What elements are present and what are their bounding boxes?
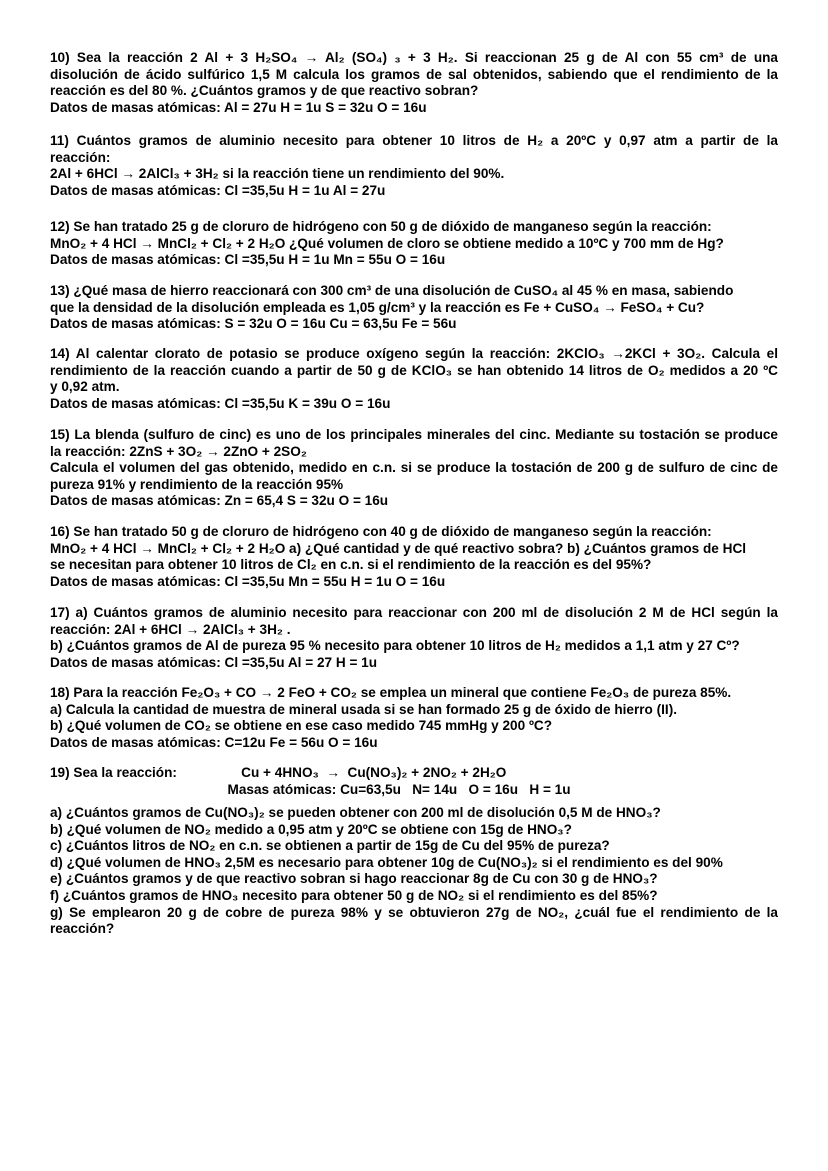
problem-line: que la densidad de la disolución empleada es 1,05 g/cm³ y la reacción es Fe + CuSO₄ → FeSO₄ + Cu? [50,299,705,315]
problem-line: 18) Para la reacción Fe₂O₃ + CO → 2 FeO + CO₂ se emplea un mineral que contiene Fe₂O₃ de pureza 85%. [50,685,732,700]
problem-10 [50,50,778,116]
problem-18 [50,685,778,751]
atomic-masses: Datos de masas atómicas: Cl =35,5u Al = 27 H = 1u [50,654,378,670]
problem-line: 10) Sea la reacción 2 Al + 3 H₂SO₄ → Al₂ (SO₄) ₃ + 3 H₂. Si reaccionan 25 g de Al con 55 cm³ de una [50,50,778,65]
reaction-equation: MnO₂ + 4 HCl → MnCl₂ + Cl₂ + 2 H₂O ¿Qué volumen de cloro se obtiene medido a 10ºC y 700 mm de Hg? [50,235,724,251]
problem-14 [50,346,778,412]
atomic-masses: Datos de masas atómicas: Zn = 65,4 S = 32u O = 16u [50,493,389,509]
problem-13 [50,283,778,333]
atomic-masses: Datos de masas atómicas: Cl =35,5u Mn = 55u H = 1u O = 16u [50,573,446,589]
problem-11 [50,133,778,199]
atomic-masses: Datos de masas atómicas: Al = 27u H = 1u S = 32u O = 16u [50,99,427,115]
problem-19 [50,765,778,798]
atomic-masses: Masas atómicas: Cu=63,5u N= 14u O = 16u H = 1u [50,781,571,797]
question-e: e) ¿Cuántos gramos y de que reactivo sobran si hago reaccionar 8g de Cu con 30 g de HNO₃? [50,871,658,887]
problem-line: 11) Cuántos gramos de aluminio necesito para obtener 10 litros de H₂ a 20ºC y 0,97 atm a partir de la [50,133,778,148]
problem-line: 15) La blenda (sulfuro de cinc) es uno de los principales minerales del cinc. Mediante su tostación se produce [50,427,778,442]
problem-line: 12) Se han tratado 25 g de cloruro de hidrógeno con 50 g de dióxido de manganeso según la reacción: [50,219,712,234]
problem-line: se necesitan para obtener 10 litros de Cl₂ en c.n. si el rendimiento de la reacción es del 95%? [50,557,652,573]
atomic-masses: Datos de masas atómicas: Cl =35,5u H = 1u Mn = 55u O = 16u [50,252,446,268]
atomic-masses: Datos de masas atómicas: C=12u Fe = 56u O = 16u [50,734,378,750]
problem-17 [50,605,778,671]
problem-line: disolución de ácido sulfúrico 1,5 M calcula los gramos de sal obtenidos, sabiendo que el rendimiento de la [50,66,778,82]
problem-line: y 0,92 atm. [50,379,120,395]
problem-line: reacción es del 80 %. ¿Cuántos gramos y de que reactivo sobran? [50,83,479,99]
reaction-equation: reacción: 2Al + 6HCl → 2AlCl₃ + 3H₂ . [50,621,291,637]
atomic-masses: Datos de masas atómicas: Cl =35,5u K = 39u O = 16u [50,395,391,411]
problem-16 [50,524,778,590]
problem-12 [50,219,778,269]
question-g: g) Se emplearon 20 g de cobre de pureza 98% y se obtuvieron 27g de NO₂, ¿cuál fue el rendimiento de la [50,904,778,920]
atomic-masses: Datos de masas atómicas: S = 32u O = 16u Cu = 63,5u Fe = 56u [50,316,457,332]
question-a: a) ¿Cuántos gramos de Cu(NO₃)₂ se pueden obtener con 200 ml de disolución 0,5 M de HNO₃? [50,805,661,820]
question-g-continued: reacción? [50,921,115,937]
question-f: f) ¿Cuántos gramos de HNO₃ necesito para obtener 50 g de NO₂ si el rendimiento es del 85%? [50,887,658,903]
problem-line: 14) Al calentar clorato de potasio se produce oxígeno según la reacción: 2KClO₃ →2KCl + 3O₂. Calcula el [50,346,778,361]
atomic-masses: Datos de masas atómicas: Cl =35,5u H = 1u Al = 27u [50,182,386,198]
reaction-equation: la reacción: 2ZnS + 3O₂ → 2ZnO + 2SO₂ [50,443,307,459]
problem-line: 17) a) Cuántos gramos de aluminio necesito para reaccionar con 200 ml de disolución 2 M de HCl según la [50,605,778,620]
problem-line: b) ¿Cuántos gramos de Al de pureza 95 % necesito para obtener 10 litros de H₂ medidos a 1,1 atm y 27 Cº? [50,638,740,654]
problem-line: 16) Se han tratado 50 g de cloruro de hidrógeno con 40 g de dióxido de manganeso según la reacción: [50,524,712,539]
question-b: b) ¿Qué volumen de NO₂ medido a 0,95 atm y 20ºC se obtiene con 15g de HNO₃? [50,821,572,837]
problem-19-questions [50,805,778,938]
problem-15 [50,427,778,510]
reaction-equation: 19) Sea la reacción: Cu + 4HNO₃ → Cu(NO₃)₂ + 2NO₂ + 2H₂O [50,765,507,780]
problem-line: b) ¿Qué volumen de CO₂ se obtiene en ese caso medido 745 mmHg y 200 ºC? [50,718,553,734]
reaction-equation: MnO₂ + 4 HCl → MnCl₂ + Cl₂ + 2 H₂O a) ¿Qué cantidad y de qué reactivo sobra? b) ¿Cuántos gramos de HCl [50,540,747,556]
question-c: c) ¿Cuántos litros de NO₂ en c.n. se obtienen a partir de 15g de Cu del 95% de pureza? [50,838,610,854]
reaction-equation: 2Al + 6HCl → 2AlCl₃ + 3H₂ si la reacción tiene un rendimiento del 90%. [50,166,505,182]
problem-line: a) Calcula la cantidad de muestra de mineral usada si se han formado 25 g de óxido de hierro (II). [50,701,677,717]
problem-line: rendimiento de la reacción cuando a partir de 50 g de KClO₃ se han obtenido 14 litros de O₂ medidos a 20 ºC [50,362,778,378]
problem-line: pureza 91% y rendimiento de la reacción 95% [50,476,344,492]
question-d: d) ¿Qué volumen de HNO₃ 2,5M es necesario para obtener 10g de Cu(NO₃)₂ si el rendimiento es del 90% [50,854,723,870]
problem-line: reacción: [50,149,111,165]
problem-line: 13) ¿Qué masa de hierro reaccionará con 300 cm³ de una disolución de CuSO₄ al 45 % en masa, sabiendo [50,283,734,298]
problem-line: Calcula el volumen del gas obtenido, medido en c.n. si se produce la tostación de 200 g de sulfuro de cinc de [50,460,778,476]
